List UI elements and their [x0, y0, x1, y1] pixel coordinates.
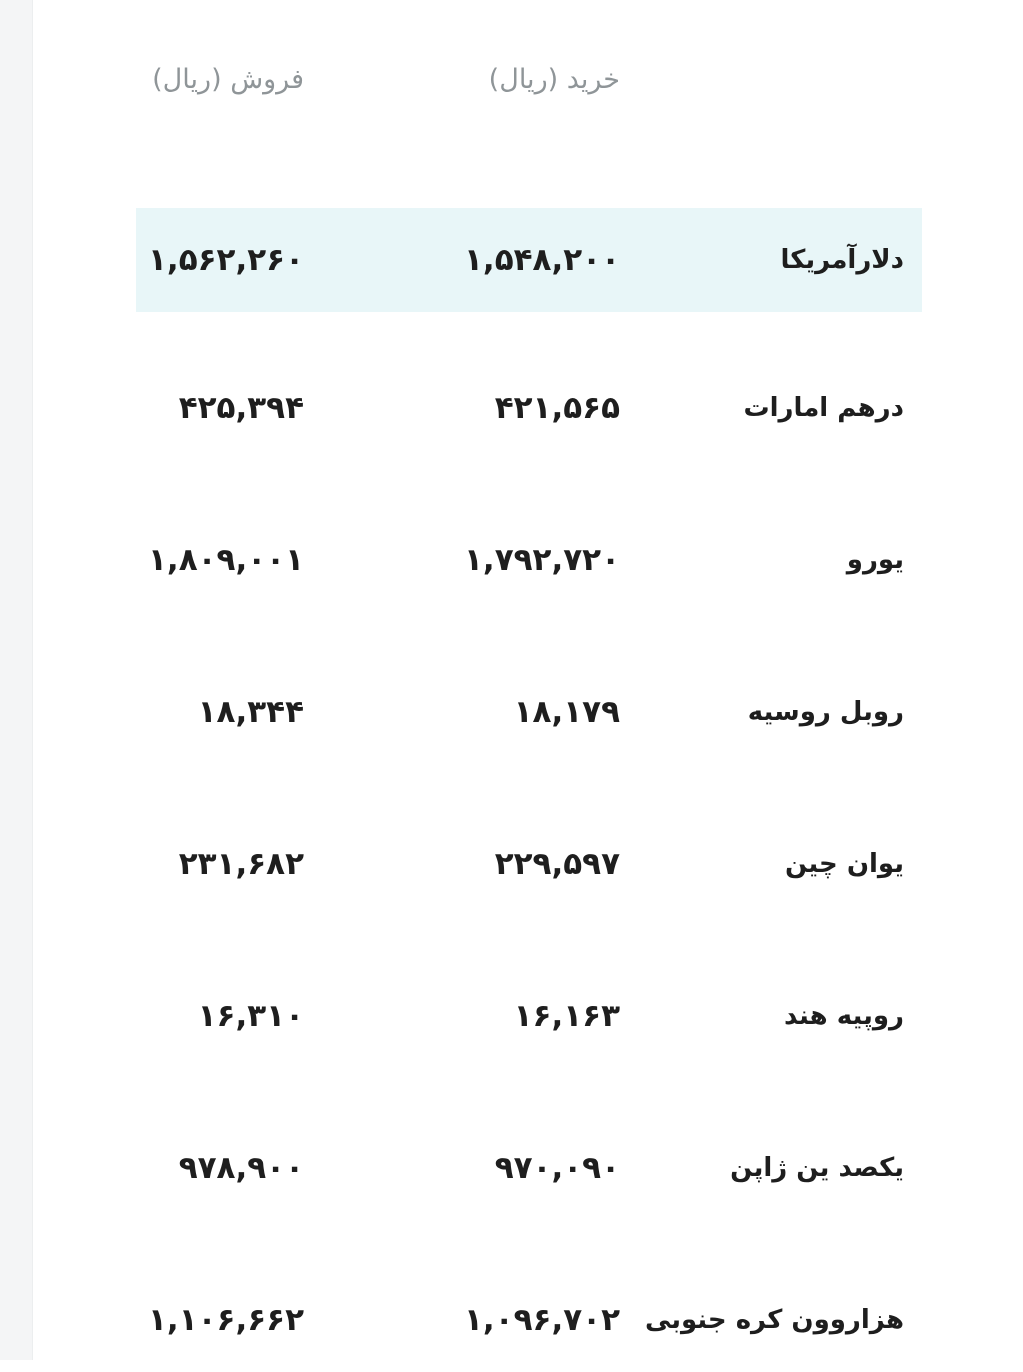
table-row[interactable]: [136, 1268, 922, 1372]
left-side-strip: [0, 0, 33, 1360]
sell-rate: ۱۶,۳۱۰: [197, 998, 304, 1034]
buy-rate: ۱۶,۱۶۳: [513, 998, 620, 1034]
table-row[interactable]: [136, 812, 922, 916]
table-row[interactable]: [136, 660, 922, 764]
buy-rate: ۱,۵۴۸,۲۰۰: [464, 242, 620, 278]
buy-rate: ۱,۷۹۲,۷۲۰: [464, 542, 620, 578]
exchange-rates-table: [136, 0, 922, 1360]
currency-name: روبل روسیه: [747, 697, 904, 727]
buy-rate: ۲۲۹,۵۹۷: [494, 846, 620, 882]
buy-rate: ۱۸,۱۷۹: [513, 694, 620, 730]
table-row[interactable]: [136, 1116, 922, 1220]
table-row[interactable]: [136, 356, 922, 460]
buy-column-header: خرید (ریال): [488, 64, 620, 95]
sell-rate: ۲۳۱,۶۸۲: [178, 846, 304, 882]
currency-name: روپیه هند: [784, 1001, 904, 1031]
buy-rate: ۱,۰۹۶,۷۰۲: [464, 1302, 620, 1338]
currency-name: یورو: [846, 545, 904, 575]
sell-rate: ۱۸,۳۴۴: [197, 694, 304, 730]
sell-rate: ۴۲۵,۳۹۴: [178, 390, 304, 426]
buy-rate: ۴۲۱,۵۶۵: [494, 390, 620, 426]
table-header-row: [136, 52, 922, 108]
table-row[interactable]: [136, 208, 922, 312]
table-row[interactable]: [136, 964, 922, 1068]
currency-name: یکصد ین ژاپن: [730, 1153, 904, 1183]
currency-name: درهم امارات: [743, 393, 904, 423]
currency-name: هزاروون کره جنوبی: [644, 1305, 904, 1335]
sell-rate: ۱,۸۰۹,۰۰۱: [148, 542, 304, 578]
currency-name: یوان چین: [785, 849, 904, 879]
sell-rate: ۹۷۸,۹۰۰: [178, 1150, 304, 1186]
sell-rate: ۱,۱۰۶,۶۶۲: [148, 1302, 304, 1338]
sell-column-header: فروش (ریال): [152, 64, 304, 95]
sell-rate: ۱,۵۶۲,۲۶۰: [148, 242, 304, 278]
table-row[interactable]: [136, 508, 922, 612]
buy-rate: ۹۷۰,۰۹۰: [494, 1150, 620, 1186]
currency-name: دلارآمریکا: [780, 245, 904, 275]
